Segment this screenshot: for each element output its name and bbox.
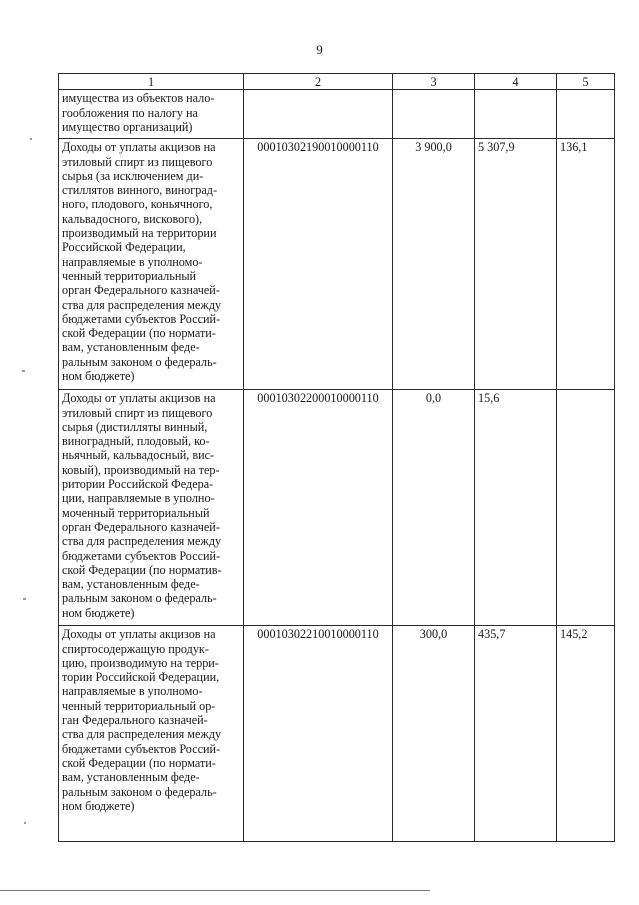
header-col-5: 5: [557, 74, 615, 90]
row-col3: 3 900,0: [393, 139, 475, 390]
header-col-3: 3: [393, 74, 475, 90]
scan-edge-line: [0, 890, 430, 891]
row-col5: 136,1: [557, 139, 615, 390]
revenue-table: [58, 73, 615, 842]
row-name: имущества из объектов нало- гообложения по налогу на имущество организаций): [59, 90, 244, 139]
row-col4: 15,6: [475, 390, 557, 626]
row-code: [244, 90, 393, 139]
row-name: Доходы от уплаты акцизов на этиловый спирт из пищевого сырья (за исключением ди- стиллятов винного, виноград- ного, плодового, коньячного, кальвадосного, вискового), производимый на территории Российской Федерации, направляемые в уполномо- ченный территориальный орган Федерального казначей- ства для распределения между бюджетами субъектов Россий- ской Федерации (по нормати- вам, установленным феде- ральным законом о федераль- ном бюджете): [59, 139, 244, 390]
row-col3: 300,0: [393, 626, 475, 842]
header-col-2: 2: [244, 74, 393, 90]
row-col4: 435,7: [475, 626, 557, 842]
table-row: [59, 139, 615, 390]
scan-speck: [22, 370, 25, 372]
table-row: [59, 626, 615, 842]
page-number: 9: [316, 42, 323, 57]
row-col4: [475, 90, 557, 139]
row-col3: 0,0: [393, 390, 475, 626]
header-col-1: 1: [59, 74, 244, 90]
row-col4: 5 307,9: [475, 139, 557, 390]
scan-speck: [24, 822, 26, 824]
row-col3: [393, 90, 475, 139]
row-name: Доходы от уплаты акцизов на этиловый спирт из пищевого сырья (дистилляты винный, виноградный, плодовый, ко- ньячный, кальвадосный, вис- ковый), производимый на тер- ритории Российской Федера- ции, направляемые в уполно- моченный территориальный орган Федерального казначей- ства для распределения между бюджетами субъектов Россий- ской Федерации (по норматив- вам, установленным феде- ральным законом о федераль- ном бюджете): [59, 390, 244, 626]
table-header-row: [59, 74, 615, 90]
table-row: [59, 390, 615, 626]
table-row: [59, 90, 615, 139]
row-col5: [557, 390, 615, 626]
row-col5: 145,2: [557, 626, 615, 842]
row-code: 00010302210010000110: [244, 626, 393, 842]
row-col5: [557, 90, 615, 139]
row-code: 00010302200010000110: [244, 390, 393, 626]
scan-speck: [30, 138, 32, 140]
header-col-4: 4: [475, 74, 557, 90]
scan-speck: [23, 598, 26, 600]
row-name: Доходы от уплаты акцизов на спиртосодержащую продук- цию, производимую на терри- тории Российской Федерации, направляемые в уполномо- ченный территориальный ор- ган Федерального казначей- ства для распределения между бюджетами субъектов Россий- ской Федерации (по нормати- вам, установленным феде- ральным законом о федераль- ном бюджете): [59, 626, 244, 842]
row-code: 00010302190010000110: [244, 139, 393, 390]
